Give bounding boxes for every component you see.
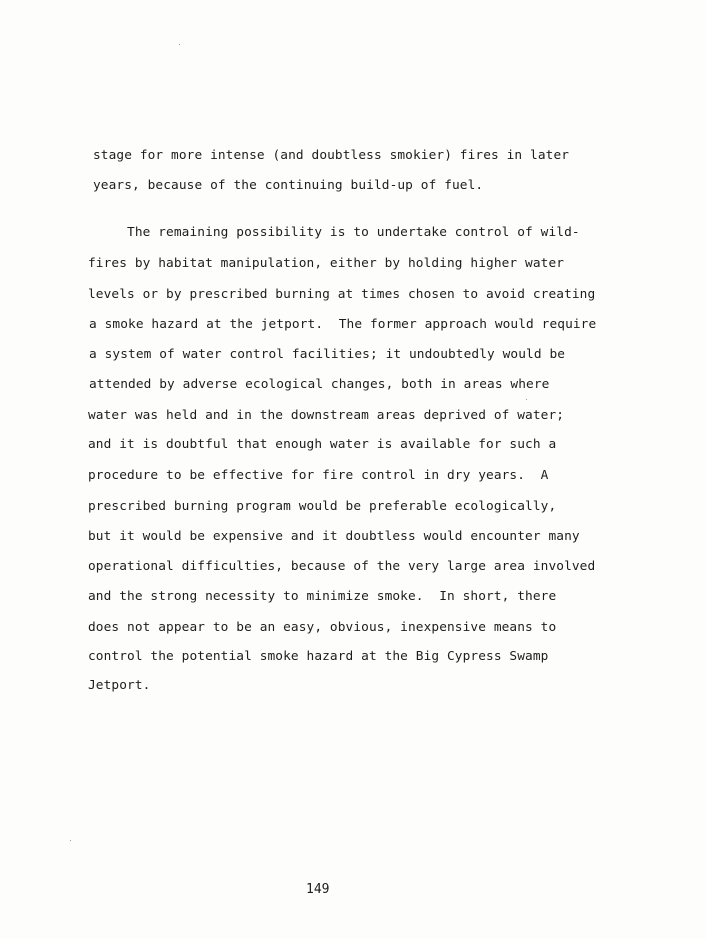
text-line: prescribed burning program would be preferable ecologically, bbox=[88, 499, 557, 514]
scan-speck bbox=[179, 44, 180, 45]
page-number: 149 bbox=[306, 882, 330, 897]
text-line: fires by habitat manipulation, either by holding higher water bbox=[88, 256, 565, 271]
text-line: water was held and in the downstream areas deprived of water; bbox=[88, 408, 565, 423]
text-line: and the strong necessity to minimize smoke. In short, there bbox=[88, 589, 557, 604]
text-line: stage for more intense (and doubtless smokier) fires in later bbox=[93, 148, 570, 163]
text-line: control the potential smoke hazard at the Big Cypress Swamp bbox=[88, 649, 549, 664]
text-line: operational difficulties, because of the very large area involved bbox=[88, 559, 596, 574]
text-line: attended by adverse ecological changes, both in areas where bbox=[89, 377, 550, 392]
text-line: but it would be expensive and it doubtless would encounter many bbox=[88, 529, 580, 544]
text-line: levels or by prescribed burning at times chosen to avoid creating bbox=[88, 287, 596, 302]
text-line: a system of water control facilities; it undoubtedly would be bbox=[89, 347, 566, 362]
text-line: procedure to be effective for fire control in dry years. A bbox=[88, 468, 549, 483]
text-line: and it is doubtful that enough water is available for such a bbox=[88, 437, 557, 452]
scan-speck bbox=[70, 840, 71, 841]
text-line: Jetport. bbox=[88, 678, 151, 693]
text-line: a smoke hazard at the jetport. The former approach would require bbox=[89, 317, 597, 332]
text-line: The remaining possibility is to undertake control of wild- bbox=[88, 225, 580, 240]
text-line: years, because of the continuing build-up of fuel. bbox=[93, 178, 484, 193]
scan-speck bbox=[526, 399, 527, 400]
text-line: does not appear to be an easy, obvious, inexpensive means to bbox=[88, 620, 557, 635]
